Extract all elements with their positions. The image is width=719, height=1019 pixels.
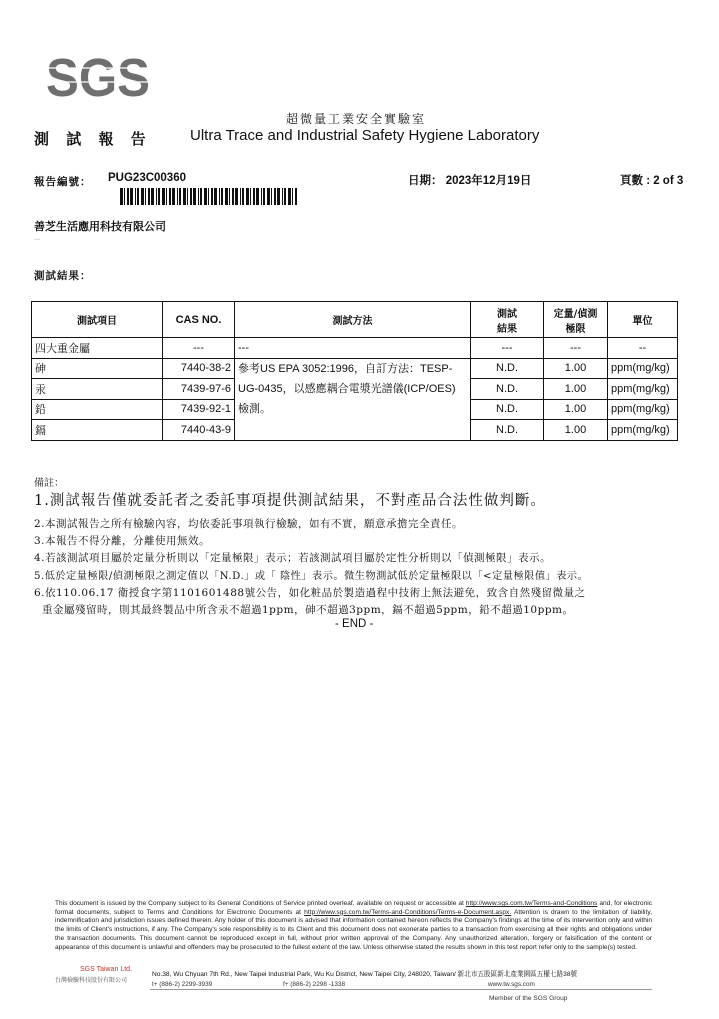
note-6-line2: 重金屬殘留時，則其最終製品中所含汞不超過1ppm，砷不超過3ppm，鎘不超過5ppm，鉛不超過10ppm。 — [42, 604, 574, 616]
lab-name-zh: 超微量工業安全實驗室 — [286, 112, 427, 126]
cell-result: N.D. — [471, 420, 544, 441]
cell-item: 四大重金屬 — [32, 338, 163, 359]
table-header-row — [32, 302, 678, 338]
page-count: 頁數 : 2 of 3 — [620, 175, 684, 187]
header-limit-line2: 極限 — [565, 323, 586, 335]
cell-result: --- — [471, 338, 544, 359]
cell-item: 砷 — [32, 358, 163, 379]
barcode — [120, 188, 298, 205]
header-result — [471, 302, 544, 338]
cell-cas: 7439-97-6 — [163, 379, 235, 400]
footer-divider — [150, 989, 652, 990]
header-result-line2: 結果 — [497, 323, 517, 335]
disclaimer-part-1: This document is issued by the Company subject to its General Conditions of Service printed overleaf, available on request or accessible at — [55, 900, 466, 907]
company-address: No.38, Wu Chyuan 7th Rd., New Taipei Industrial Park, Wu Ku District, New Taipei City, 248020, Taiwan/ 新北市五股區新北產業園區五權七路38號 — [152, 971, 578, 978]
header-result-line1: 測試 — [497, 308, 517, 320]
cell-limit: --- — [544, 338, 608, 359]
lab-name-en: Ultra Trace and Industrial Safety Hygiene Laboratory — [190, 127, 540, 144]
disclaimer-part-2: and, for electronic format documents, subject to Terms and Conditions for Electronic Documents at — [55, 900, 652, 916]
legal-disclaimer — [55, 900, 652, 952]
cell-item: 鎘 — [32, 420, 163, 441]
cell-result: N.D. — [471, 379, 544, 400]
cell-limit: 1.00 — [544, 420, 608, 441]
results-title: 測試結果： — [34, 270, 92, 282]
website[interactable]: www.tw.sgs.com — [488, 981, 535, 988]
cell-cas: 7440-43-9 — [163, 420, 235, 441]
report-number: PUG23C00360 — [108, 172, 186, 184]
end-marker: - END - — [335, 618, 374, 630]
fax: f+ (886-2) 2298 -1338 — [283, 981, 345, 988]
telephone: t+ (886-2) 2299-3939 — [152, 981, 213, 988]
cell-unit: ppm(mg/kg) — [608, 399, 678, 420]
header-unit: 單位 — [608, 302, 678, 338]
document-title: 測 試 報 告 — [34, 130, 152, 148]
client-address-placeholder: -- — [34, 234, 40, 244]
report-number-label: 報告編號： — [34, 176, 92, 188]
cell-limit: 1.00 — [544, 358, 608, 379]
note-5: 5.低於定量極限/偵測極限之測定值以「N.D.」或「 陰性」表示。微生物測試低於定量極限以「<定量極限值」表示。 — [34, 571, 589, 582]
e-document-terms-link[interactable]: http://www.sgs.com.tw/Terms-and-Conditions/Terms-e-Document.aspx. — [304, 908, 512, 916]
member-of-group: Member of the SGS Group — [489, 995, 568, 1002]
cell-limit: 1.00 — [544, 399, 608, 420]
note-2: 2.本測試報告之所有檢驗內容，均依委託事項執行檢驗，如有不實，願意承擔完全責任。 — [34, 518, 464, 530]
notes-title: 備註： — [34, 478, 64, 489]
disclaimer-part-3: Attention is drawn to the limitation of liability, indemnification and jurisdiction issues defined therein. Any holder of this document is advised that information contained hereon reflects the Company's findings at the time of its intervention only and within the limits of Client's instructions, if any. The Company's sole responsibility is to its Client and this document does not exonerate parties to a transaction from exercising all their rights and obligations under the transaction documents. This document cannot be reproduced except in full, without prior written approval of the Company. Any unauthorized alteration, forgery or falsification of the content or appearance of this document is unlawful and offenders may be prosecuted to the fullest extent of the law. Unless otherwise stated the results shown in this test report refer only to the sample(s) tested. — [55, 908, 652, 951]
cell-unit: ppm(mg/kg) — [608, 420, 678, 441]
header-item: 測試項目 — [32, 302, 163, 338]
cell-item: 汞 — [32, 379, 163, 400]
header-cas: CAS NO. — [163, 302, 235, 338]
cell-result: N.D. — [471, 358, 544, 379]
cell-unit: -- — [608, 338, 678, 359]
cell-unit: ppm(mg/kg) — [608, 379, 678, 400]
note-6-line1: 6.依110.06.17 衛授食字第1101601488號公告，如化粧品於製造過程中技術上無法避免，致含自然殘留微量之 — [34, 587, 586, 599]
cell-method: --- — [235, 338, 471, 359]
terms-link[interactable]: http://www.sgs.com.tw/Terms-and-Conditions — [465, 900, 598, 907]
header-limit — [544, 302, 608, 338]
cell-cas: 7439-92-1 — [163, 399, 235, 420]
report-date: 日期： 2023年12月19日 — [408, 175, 532, 187]
cell-limit: 1.00 — [544, 379, 608, 400]
barcode-graphic — [120, 188, 298, 205]
cell-result: N.D. — [471, 399, 544, 420]
header-limit-line1: 定量/偵測 — [553, 308, 598, 320]
company-name-en: SGS Taiwan Ltd. — [80, 966, 133, 973]
note-4: 4.若該測試項目屬於定量分析則以「定量極限」表示；若該測試項目屬於定性分析則以「偵測極限」表示。 — [34, 552, 552, 564]
cell-unit: ppm(mg/kg) — [608, 358, 678, 379]
svg-text:SGS: SGS — [46, 48, 150, 106]
note-1: 1.測試報告僅就委託者之委託事項提供測試結果，不對產品合法性做判斷。 — [34, 493, 546, 509]
cell-cas: 7440-38-2 — [163, 358, 235, 379]
company-name-zh: 台灣檢驗科技股份有限公司 — [55, 978, 128, 984]
table-row — [32, 338, 678, 359]
client-name: 善芝生活應用科技有限公司 — [34, 220, 166, 233]
header-method: 測試方法 — [235, 302, 471, 338]
sgs-logo — [44, 46, 154, 106]
cell-cas: --- — [163, 338, 235, 359]
results-table — [31, 301, 678, 441]
sgs-logo-graphic — [44, 46, 154, 106]
cell-item: 鉛 — [32, 399, 163, 420]
cell-method-text: 參考US EPA 3052:1996，自訂方法：TESP-UG-0435，以感應耦合電漿光譜儀(ICP/OES) 檢測。 — [235, 358, 471, 440]
note-3: 3.本報告不得分離，分離使用無效。 — [34, 535, 211, 547]
table-row — [32, 358, 678, 379]
